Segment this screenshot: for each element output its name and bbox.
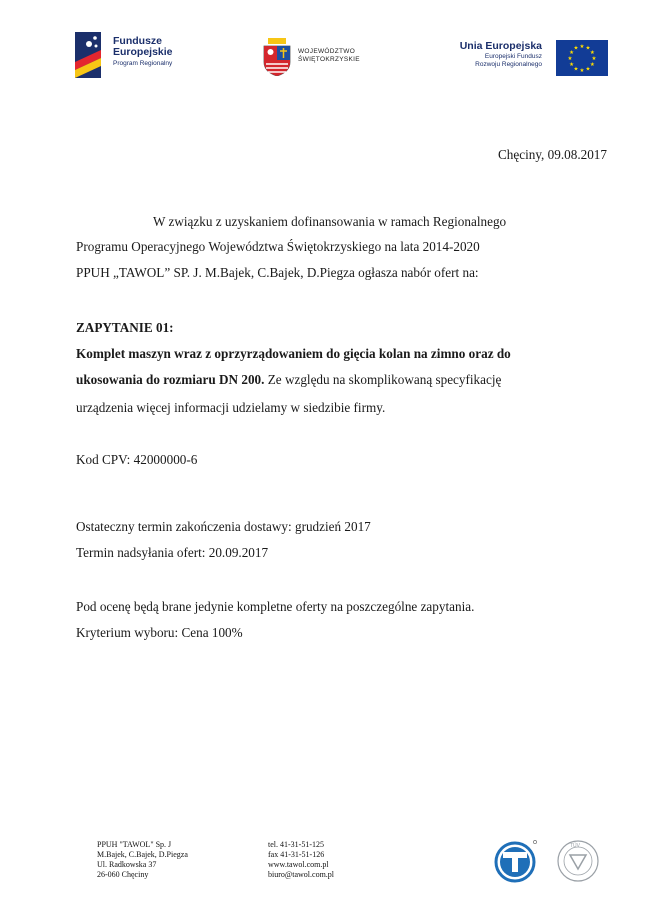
footer-email: biuro@tawol.com.pl [268, 870, 335, 879]
footer-contact [268, 840, 334, 880]
fe-line1: Fundusze [113, 35, 162, 47]
fundusze-europejskie-logo [75, 32, 205, 82]
svg-text:★: ★ [573, 66, 579, 73]
inquiry-line-2-rest: Ze względu na skomplikowaną specyfikację [264, 372, 502, 387]
criteria-line-2: Kryterium wyboru: Cena 100% [76, 625, 243, 640]
svg-text:★: ★ [579, 68, 585, 74]
footer-city: 26-060 Chęciny [97, 870, 149, 879]
criteria-line-1: Pod ocenę będą brane jedynie kompletne oferty na poszczególne zapytania. [76, 599, 475, 614]
fe-line3: Program Regionalny [113, 60, 173, 67]
footer-www: www.tawol.com.pl [268, 860, 329, 869]
svg-text:★: ★ [589, 62, 595, 68]
svg-text:★: ★ [567, 56, 573, 62]
fe-emblem-icon [75, 32, 109, 78]
inquiry-line-3: urządzenia więcej informacji udzielamy w siedzibie firmy. [76, 400, 386, 415]
tawol-logo-icon [494, 838, 538, 884]
intro-line-3: PPUH „TAWOL” SP. J. M.Bajek, C.Bajek, D.Piegza ogłasza nabór ofert na: [76, 265, 479, 280]
tuv-certificate-badge [556, 838, 600, 884]
svg-text:★: ★ [591, 56, 597, 62]
fe-line2: Europejskie [113, 46, 173, 58]
eu-flag-icon [556, 40, 608, 76]
intro-line-1: W związku z uzyskaniem dofinansowania w ramach Regionalnego [153, 214, 507, 229]
footer-street: Ul. Radkowska 37 [97, 860, 157, 869]
ue-line2: Europejski Fundusz [484, 53, 542, 60]
inquiry-line-1: Komplet maszyn wraz z oprzyrządowaniem do gięcia kolan na zimno oraz do [76, 346, 511, 361]
svg-text:★: ★ [569, 50, 575, 56]
footer-address [97, 840, 188, 880]
inquiry-heading: ZAPYTANIE 01: [76, 320, 174, 335]
delivery-deadline: Ostateczny termin zakończenia dostawy: grudzień 2017 [76, 519, 371, 534]
footer-tel: tel. 41-31-51-125 [268, 840, 324, 849]
woj-line1: WOJEWÓDZTWO [298, 48, 356, 55]
footer-owners: M.Bajek, C.Bajek, D.Piegza [97, 850, 188, 859]
footer-fax: fax 41-31-51-126 [268, 850, 325, 859]
svg-text:★: ★ [585, 66, 591, 73]
footer-company: PPUH "TAWOL" Sp. J [97, 840, 172, 849]
inquiry-line-2-bold: ukosowania do rozmiaru DN 200. [76, 372, 265, 387]
svg-text:★: ★ [585, 45, 591, 52]
tuv-text: TÜV [570, 843, 580, 849]
ue-line3: Rozwoju Regionalnego [475, 61, 542, 68]
svg-text:★: ★ [573, 45, 579, 52]
cpv-code: Kod CPV: 42000000-6 [76, 452, 198, 467]
coat-of-arms-icon [262, 38, 292, 76]
svg-text:★: ★ [569, 62, 575, 68]
ue-line1: Unia Europejska [459, 40, 542, 52]
woj-line2: ŚWIĘTOKRZYSKIE [298, 56, 360, 63]
svg-text:★: ★ [589, 50, 595, 56]
svg-text:★: ★ [579, 44, 585, 50]
offers-deadline: Termin nadsyłania ofert: 20.09.2017 [76, 545, 269, 560]
inquiry-line-2 [76, 368, 501, 391]
date-place-line: Chęciny, 09.08.2017 [497, 147, 607, 162]
unia-europejska-logo [440, 38, 612, 82]
wojewodztwo-logo [262, 38, 382, 80]
intro-line-2: Programu Operacyjnego Województwa Świętokrzyskiego na lata 2014-2020 [76, 239, 480, 254]
